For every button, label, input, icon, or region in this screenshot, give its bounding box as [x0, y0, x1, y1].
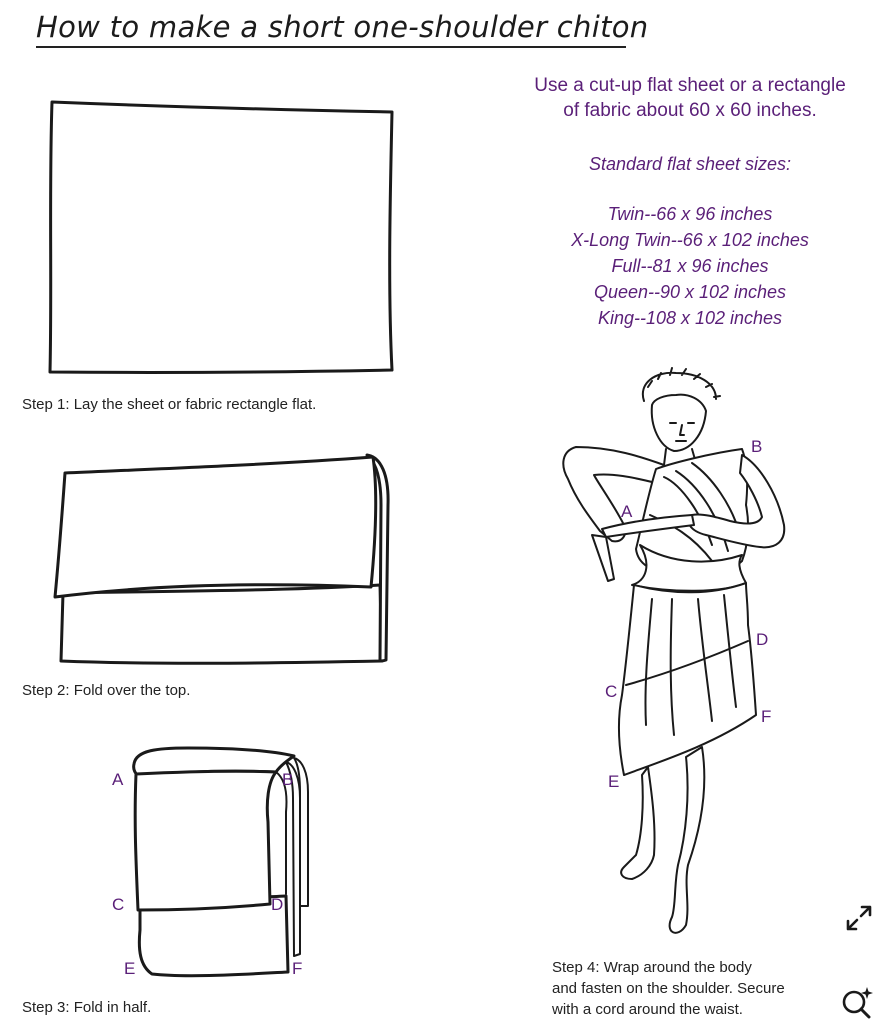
label-d-step3: D	[271, 895, 284, 914]
sheet-sizes-heading: Standard flat sheet sizes:	[588, 154, 792, 174]
title-underline	[36, 46, 626, 48]
step2-folded-top-illustration	[45, 445, 400, 675]
label-d-figure: D	[756, 630, 769, 649]
intro-text	[500, 73, 880, 123]
sheet-size-full: Full--81 x 96 inches	[611, 256, 769, 276]
sheet-size-xlong-twin: X-Long Twin--66 x 102 inches	[571, 230, 809, 250]
step1-flat-sheet-illustration	[40, 92, 405, 382]
sheet-size-king: King--108 x 102 inches	[597, 308, 783, 328]
label-a-figure: A	[621, 502, 633, 521]
label-a-step3: A	[112, 770, 124, 789]
label-f-figure: F	[761, 707, 772, 726]
expand-icon[interactable]	[840, 899, 878, 937]
visual-search-icon[interactable]	[838, 983, 876, 1021]
step2-caption: Step 2: Fold over the top.	[22, 682, 191, 699]
label-b-figure: B	[751, 437, 763, 456]
step1-caption: Step 1: Lay the sheet or fabric rectangle flat.	[22, 396, 317, 413]
step4-caption-line-1: Step 4: Wrap around the body	[552, 959, 752, 976]
sheet-sizes	[500, 151, 880, 331]
step4-caption-line-2: and fasten on the shoulder. Secure	[552, 980, 785, 997]
step4-caption-line-3: with a cord around the waist.	[552, 1001, 743, 1018]
intro-line-1: Use a cut-up flat sheet or a rectangle	[534, 75, 846, 96]
step4-caption	[552, 957, 832, 1020]
label-b-step3: B	[282, 770, 294, 789]
sheet-size-queen: Queen--90 x 102 inches	[593, 282, 787, 302]
label-e-step3: E	[124, 959, 136, 978]
label-c-figure: C	[605, 682, 618, 701]
label-e-figure: E	[608, 772, 620, 791]
label-c-step3: C	[112, 895, 125, 914]
intro-line-2: of fabric about 60 x 60 inches.	[563, 100, 817, 121]
step3-caption: Step 3: Fold in half.	[22, 999, 152, 1016]
label-f-step3: F	[292, 959, 303, 978]
page-title: How to make a short one-shoulder chiton	[36, 10, 649, 44]
sheet-size-twin: Twin--66 x 96 inches	[607, 204, 773, 224]
step4-chiton-figure-illustration	[552, 365, 802, 950]
